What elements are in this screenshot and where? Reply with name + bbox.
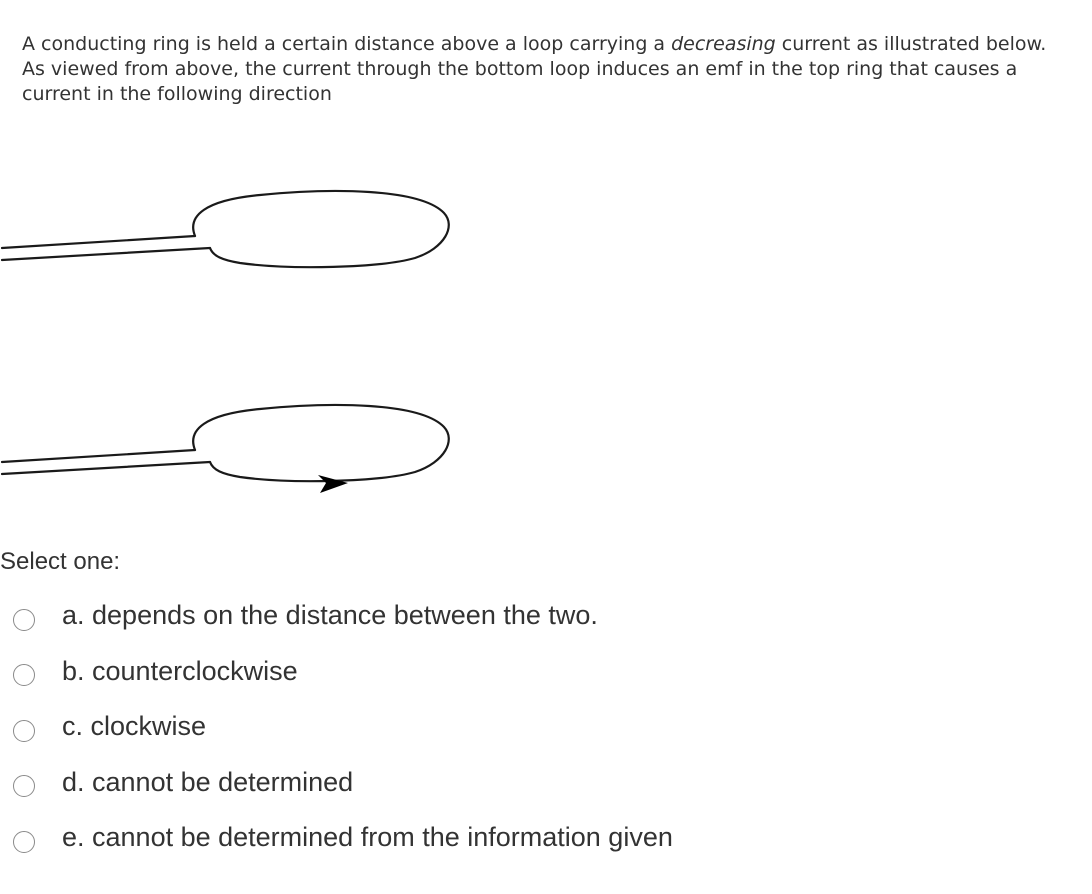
radio-button-e[interactable] <box>13 831 35 853</box>
bottom-loop-lower-wire <box>2 462 210 474</box>
top-ring <box>2 191 449 267</box>
option-d-label[interactable]: d. cannot be determined <box>62 766 354 797</box>
question-part1: A conducting ring is held a certain distance above a loop carrying a <box>22 33 672 55</box>
option-e-label[interactable]: e. cannot be determined from the information given <box>62 822 673 853</box>
option-c-label[interactable]: c. clockwise <box>62 711 207 742</box>
loop-diagram-svg <box>0 170 470 510</box>
loop-diagram <box>0 170 470 510</box>
bottom-loop-upper-wire <box>2 450 195 462</box>
question-text <box>22 32 1072 107</box>
bottom-loop <box>2 405 449 481</box>
option-b[interactable] <box>0 644 1000 700</box>
question-part2: current as illustrated below. As viewed from above, the current through the bottom loop induces an emf in the top ring that causes a current in the following direction <box>22 33 1047 105</box>
question-emphasis: decreasing <box>671 33 776 55</box>
radio-button-b[interactable] <box>13 664 35 686</box>
top-ring-loop <box>193 191 449 267</box>
select-one-label: Select one: <box>0 548 121 575</box>
option-a[interactable] <box>0 588 1000 644</box>
option-e[interactable] <box>0 810 1000 866</box>
option-d[interactable] <box>0 755 1000 811</box>
option-c[interactable] <box>0 699 1000 755</box>
bottom-loop-ring <box>193 405 449 481</box>
answer-options <box>0 588 1000 866</box>
option-b-label[interactable]: b. counterclockwise <box>62 655 298 686</box>
radio-button-c[interactable] <box>13 720 35 742</box>
radio-button-d[interactable] <box>13 775 35 797</box>
option-a-label[interactable]: a. depends on the distance between the two. <box>62 600 598 631</box>
radio-button-a[interactable] <box>13 609 35 631</box>
top-ring-upper-wire <box>2 236 195 248</box>
current-arrow-icon <box>318 475 348 493</box>
top-ring-lower-wire <box>2 248 210 260</box>
